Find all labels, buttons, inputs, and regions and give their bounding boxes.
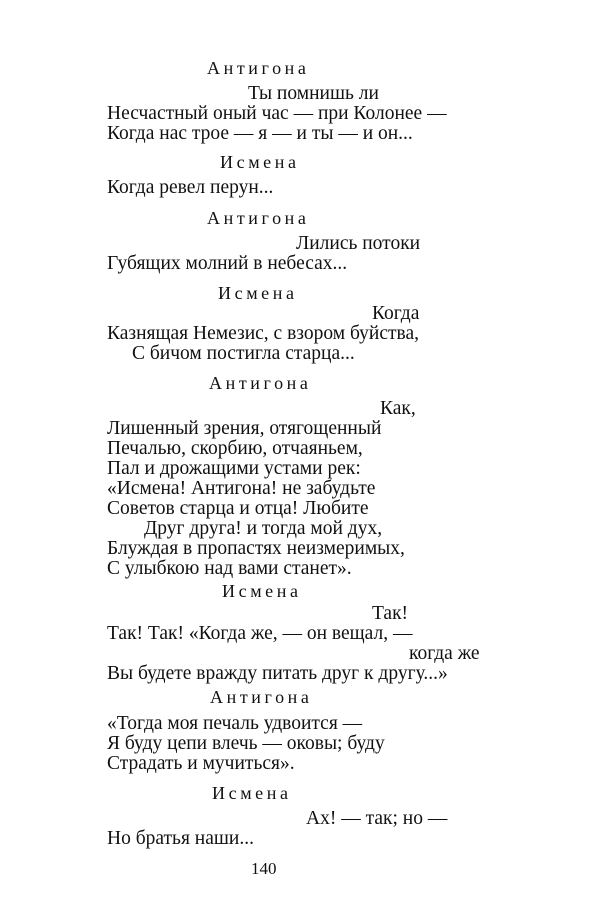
speaker-name: Исмена <box>212 783 292 803</box>
page-number: 140 <box>251 859 277 878</box>
verse-line: Когда <box>372 303 420 324</box>
verse-line: Как, <box>380 398 416 419</box>
verse-line: Ах! — так; но — <box>306 808 448 829</box>
verse-line: Друг друга! и тогда мой дух, <box>144 518 383 539</box>
speaker-name: Антигона <box>209 373 312 393</box>
verse-line: Когда ревел перун... <box>107 177 274 198</box>
speaker-name: Исмена <box>218 283 298 303</box>
verse-line: «Тогда моя печаль удвоится — <box>107 713 363 734</box>
speaker-name: Антигона <box>207 58 310 78</box>
verse-line: Лились потоки <box>296 233 421 254</box>
verse-line: С улыбкою над вами станет». <box>107 558 352 579</box>
verse-line: Страдать и мучиться». <box>107 753 295 774</box>
verse-line: Ты помнишь ли <box>248 83 379 104</box>
verse-line: Пал и дрожащими устами рек: <box>107 458 361 479</box>
verse-line: Печалью, скорбию, отчаяньем, <box>107 438 363 459</box>
verse-line: «Исмена! Антигона! не забудьте <box>107 478 376 499</box>
speaker-name: Исмена <box>220 152 300 172</box>
verse-line: С бичом постигла старца... <box>132 343 355 364</box>
verse-line: Блуждая в пропастях неизмеримых, <box>107 538 405 559</box>
verse-line: Но братья наши... <box>107 828 254 849</box>
verse-line: Так! <box>372 603 409 624</box>
speaker-name: Антигона <box>210 687 313 707</box>
speaker-name: Исмена <box>222 581 302 601</box>
verse-line: Когда нас трое — я — и ты — и он... <box>107 123 413 144</box>
verse-line: Вы будете вражду питать друг к другу...» <box>107 663 448 684</box>
verse-line: Советов старца и отца! Любите <box>107 498 369 519</box>
verse-line: когда же <box>409 643 480 664</box>
speaker-name: Антигона <box>207 208 310 228</box>
verse-line: Губящих молний в небесах... <box>107 253 348 274</box>
verse-line: Казнящая Немезис, с взором буйства, <box>107 323 419 344</box>
verse-line: Несчастный оный час — при Колонее — <box>107 103 447 124</box>
verse-line: Я буду цепи влечь — оковы; буду <box>107 733 385 754</box>
verse-line: Лишенный зрения, отягощенный <box>107 418 382 439</box>
verse-line: Так! Так! «Когда же, — он вещал, — <box>107 623 413 644</box>
